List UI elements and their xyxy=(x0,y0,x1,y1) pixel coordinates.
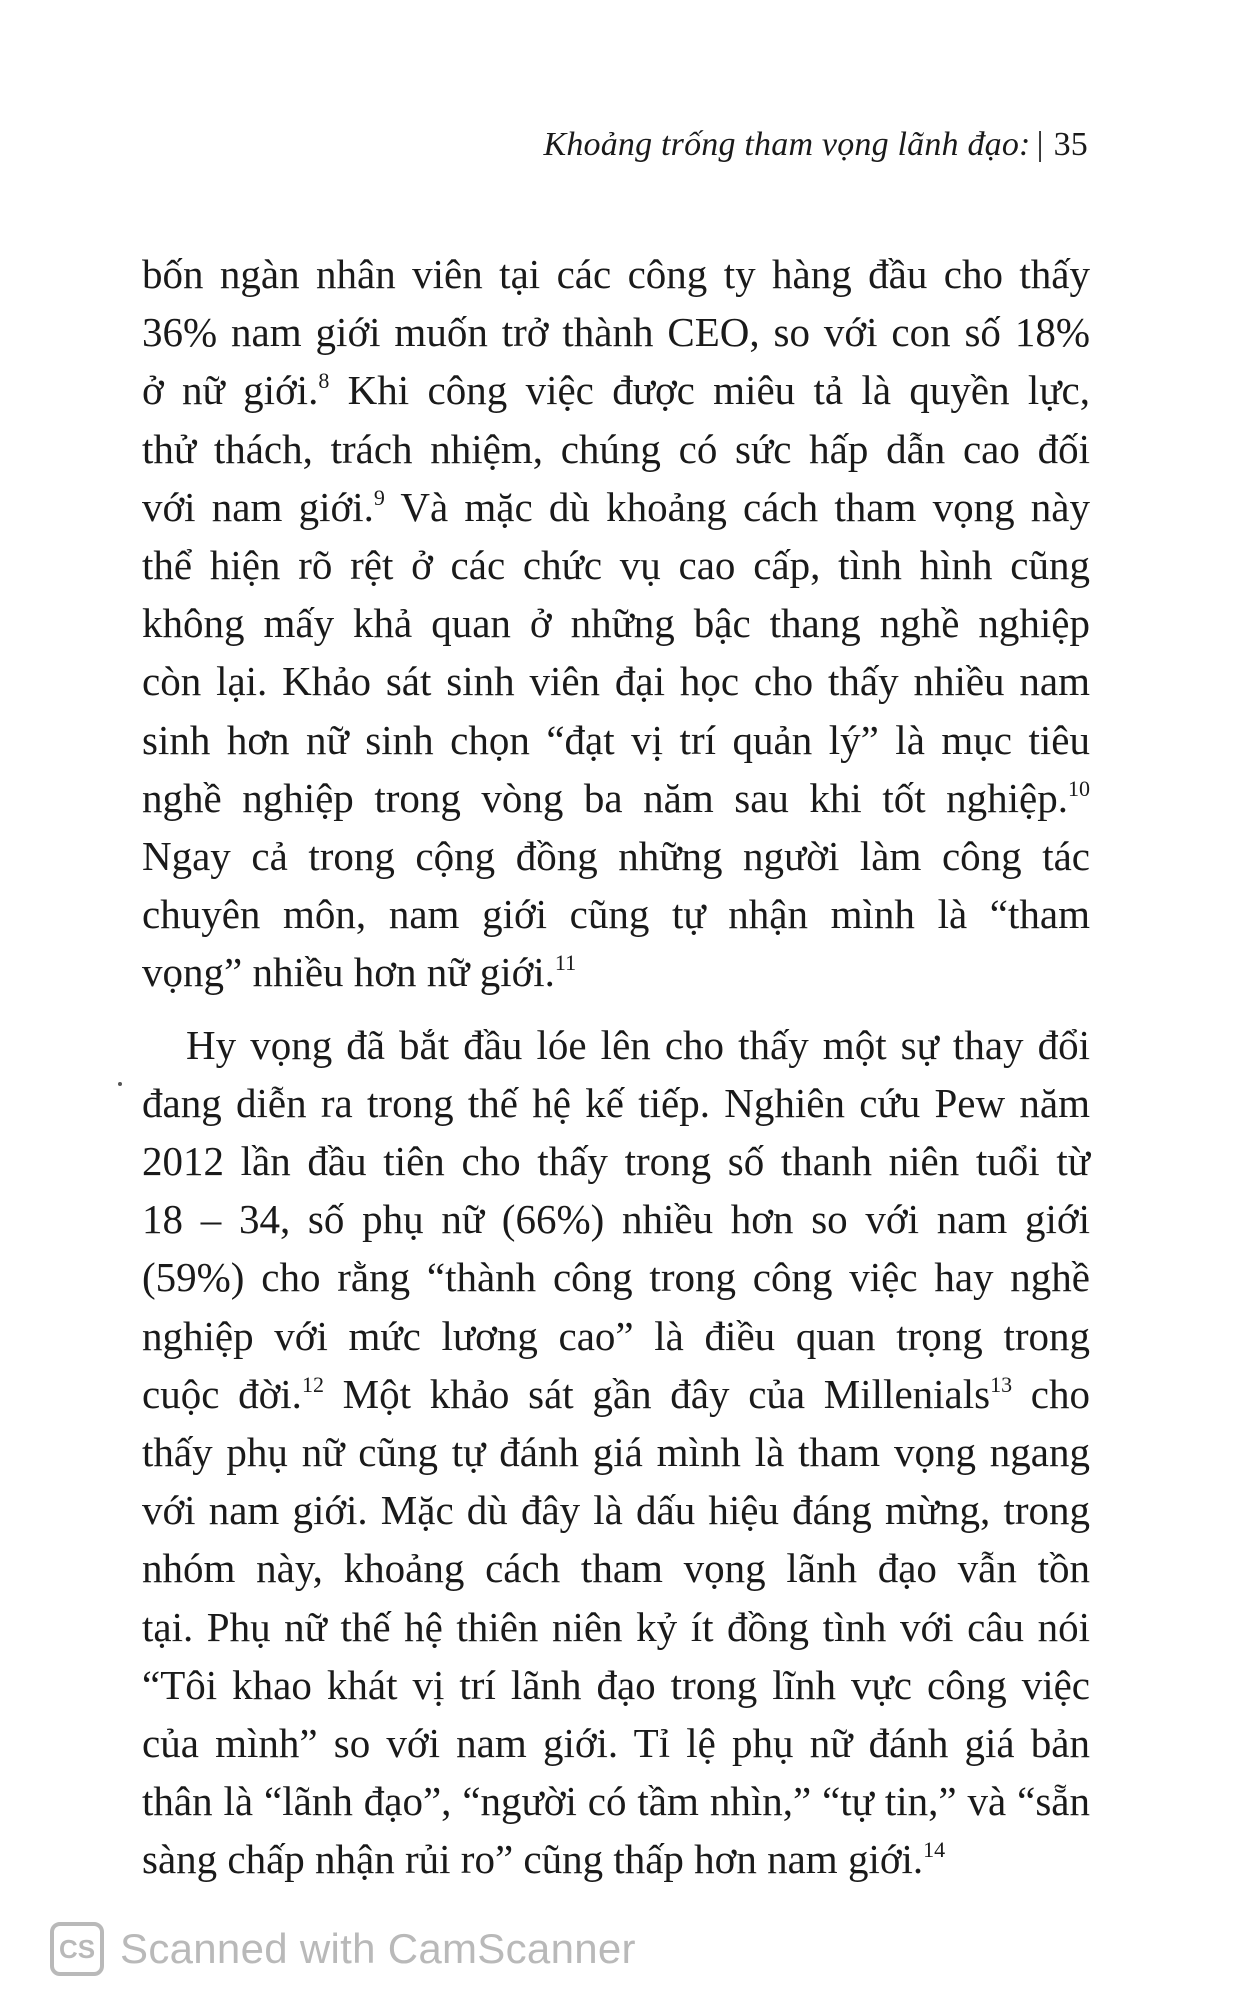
paragraph-1 xyxy=(142,245,1090,1002)
text-segment: vọng” nhiều hơn nữ giới. xyxy=(142,949,555,996)
text-segment: “Tôi khao khát vị trí lãnh đạo trong lĩnh vực công việc xyxy=(142,1661,1090,1708)
text-segment: thân là “lãnh đạo”, “người có tầm nhìn,” “tự tin,” và “sẵn xyxy=(142,1778,1090,1825)
text-segment: cuộc đời. xyxy=(142,1370,302,1417)
text-line xyxy=(142,885,1090,943)
text-segment: ở nữ giới. xyxy=(142,367,319,414)
header-separator: | xyxy=(1036,126,1044,163)
text-line xyxy=(142,769,1090,827)
text-line xyxy=(142,1539,1090,1597)
text-line xyxy=(142,1190,1090,1248)
text-segment: 36% nam giới muốn trở thành CEO, so với con số 18% xyxy=(142,309,1090,356)
text-line xyxy=(142,420,1090,478)
text-line xyxy=(142,1132,1090,1190)
camscanner-watermark xyxy=(50,1922,636,1976)
text-line xyxy=(142,1830,1090,1888)
scan-speck xyxy=(118,1082,122,1086)
text-segment: thử thách, trách nhiệm, chúng có sức hấp dẫn cao đối xyxy=(142,425,1090,472)
text-line xyxy=(142,1307,1090,1365)
text-segment: nghề nghiệp trong vòng ba năm sau khi tốt nghiệp. xyxy=(142,774,1068,821)
footnote-marker: 11 xyxy=(554,950,577,976)
footnote-marker: 13 xyxy=(990,1371,1013,1397)
text-segment: thể hiện rõ rệt ở các chức vụ cao cấp, tình hình cũng xyxy=(142,542,1090,589)
text-segment: nghiệp với mức lương cao” là điều quan trọng trong xyxy=(142,1312,1090,1359)
text-line xyxy=(142,652,1090,710)
paragraph-2 xyxy=(142,1016,1090,1889)
text-line xyxy=(142,1656,1090,1714)
text-line xyxy=(142,1365,1090,1423)
text-line xyxy=(142,1598,1090,1656)
text-segment: (59%) cho rằng “thành công trong công việc hay nghề xyxy=(142,1254,1090,1301)
text-segment: cho xyxy=(1012,1370,1090,1417)
text-line xyxy=(142,245,1090,303)
text-segment: với nam giới. Mặc dù đây là dấu hiệu đáng mừng, trong xyxy=(142,1487,1090,1534)
text-line xyxy=(142,1248,1090,1306)
text-line xyxy=(142,827,1090,885)
text-segment: Một khảo sát gần đây của Millenials xyxy=(323,1370,991,1417)
text-line xyxy=(142,943,1090,1001)
text-segment: thấy phụ nữ cũng tự đánh giá mình là tham vọng ngang xyxy=(142,1429,1090,1476)
text-segment: nhóm này, khoảng cách tham vọng lãnh đạo vẫn tồn xyxy=(142,1545,1090,1592)
text-line xyxy=(142,478,1090,536)
text-segment: tại. Phụ nữ thế hệ thiên niên kỷ ít đồng tình với câu nói xyxy=(142,1603,1090,1650)
text-segment: với nam giới. xyxy=(142,483,374,530)
text-segment: Ngay cả trong cộng đồng những người làm công tác xyxy=(142,833,1090,880)
paragraph-gap xyxy=(142,1002,1090,1016)
text-segment: còn lại. Khảo sát sinh viên đại học cho thấy nhiều nam xyxy=(142,658,1090,705)
text-segment: sinh hơn nữ sinh chọn “đạt vị trí quản lý” là mục tiêu xyxy=(142,716,1090,763)
footnote-marker: 10 xyxy=(1068,775,1090,801)
text-segment: Khi công việc được miêu tả là quyền lực, xyxy=(329,367,1090,414)
page-number: 35 xyxy=(1053,126,1088,163)
footnote-marker: 8 xyxy=(318,368,330,394)
text-segment: chuyên môn, nam giới cũng tự nhận mình là “tham xyxy=(142,891,1090,938)
text-line xyxy=(142,1481,1090,1539)
text-segment: Hy vọng đã bắt đầu lóe lên cho thấy một sự thay đổi xyxy=(186,1021,1090,1068)
text-line xyxy=(142,1423,1090,1481)
body-text xyxy=(142,245,1090,1889)
text-segment: 18 – 34, số phụ nữ (66%) nhiều hơn so với nam giới xyxy=(142,1196,1090,1243)
text-segment: đang diễn ra trong thế hệ kế tiếp. Nghiên cứu Pew năm xyxy=(142,1079,1090,1126)
running-header xyxy=(543,126,1088,164)
chapter-title: Khoảng trống tham vọng lãnh đạo: xyxy=(543,126,1031,163)
text-segment: của mình” so với nam giới. Tỉ lệ phụ nữ đánh giá bản xyxy=(142,1720,1090,1767)
text-line xyxy=(142,1016,1090,1074)
footnote-marker: 12 xyxy=(301,1371,324,1397)
text-line xyxy=(142,1074,1090,1132)
text-segment: Và mặc dù khoảng cách tham vọng này xyxy=(384,483,1091,530)
text-line xyxy=(142,536,1090,594)
text-segment: sàng chấp nhận rủi ro” cũng thấp hơn nam giới. xyxy=(142,1836,924,1883)
text-line xyxy=(142,711,1090,769)
footnote-marker: 14 xyxy=(923,1837,946,1863)
text-line xyxy=(142,361,1090,419)
text-line xyxy=(142,1714,1090,1772)
camscanner-logo-icon: CS xyxy=(50,1922,104,1976)
watermark-text: Scanned with CamScanner xyxy=(120,1925,636,1972)
text-segment: 2012 lần đầu tiên cho thấy trong số thanh niên tuổi từ xyxy=(142,1138,1090,1185)
text-segment: không mấy khả quan ở những bậc thang nghề nghiệp xyxy=(142,600,1090,647)
text-line xyxy=(142,1772,1090,1830)
footnote-marker: 9 xyxy=(373,484,385,510)
text-line xyxy=(142,594,1090,652)
text-line xyxy=(142,303,1090,361)
text-segment: bốn ngàn nhân viên tại các công ty hàng đầu cho thấy xyxy=(142,251,1090,297)
